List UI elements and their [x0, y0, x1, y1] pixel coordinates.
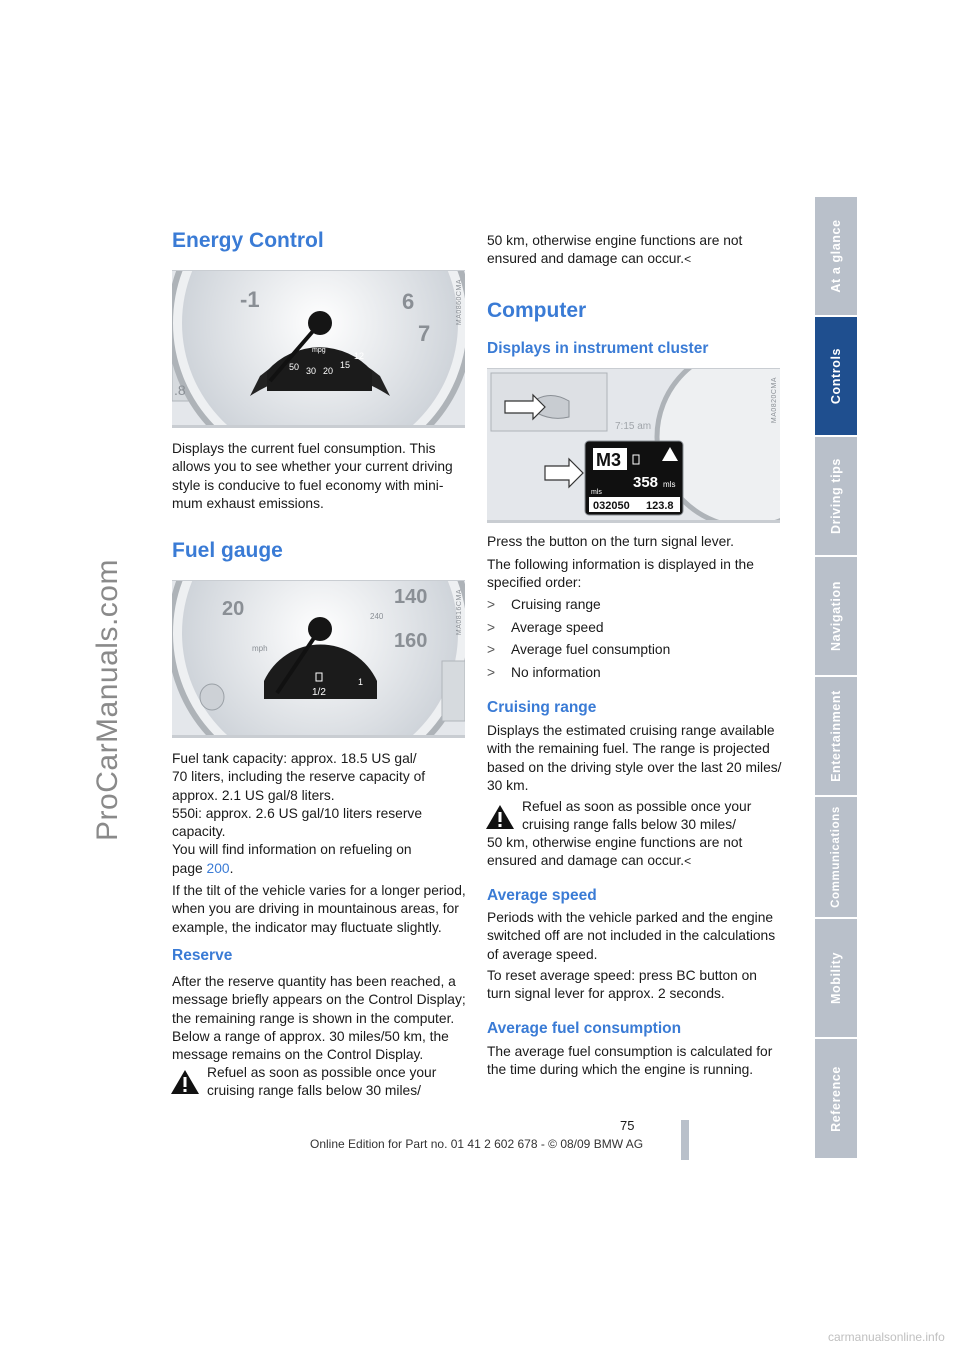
instrument-cluster-figure	[487, 368, 780, 523]
watermark: ProCarManuals.com	[91, 559, 124, 841]
fuel-gauge-body-2: If the tilt of the vehicle varies for a longer period, when you are driving in mountainous areas, for example, the indicator may fluctuate slightly.	[172, 883, 466, 935]
gauge-label: 20	[323, 366, 334, 376]
end-mark: <	[684, 252, 692, 267]
gauge-label: 140	[394, 586, 428, 608]
warning-icon	[170, 1069, 200, 1095]
page-number: 75	[620, 1118, 635, 1133]
unit-small: mls	[591, 489, 602, 496]
average-speed-reset: To reset average speed: press BC button on turn signal lever for approx. 2 seconds.	[487, 968, 757, 1002]
energy-control-title: Energy Control	[172, 229, 324, 252]
cruising-warning-tail: 50 km, otherwise engine functions are not ensured and damage can occur.<	[487, 835, 743, 869]
energy-control-body: Displays the current fuel consumption. This allows you to see whether your current driving style is conducive to fuel economy with mini- mum exhaust emissions.	[172, 441, 453, 511]
reserve-body: After the reserve quantity has been reached, a message briefly appears on the Control Display; the remaining range is shown in the computer. Below a range of approx. 30 miles/50 km, the message remains on the Control Display.	[172, 974, 466, 1063]
end-mark: <	[684, 854, 692, 869]
gauge-label: .8	[174, 382, 186, 398]
warning-icon	[485, 804, 515, 830]
gauge-label: 6	[402, 289, 415, 314]
tab-reference[interactable]: Reference	[815, 1039, 857, 1160]
cruising-range-body: Displays the estimated cruising range available with the remaining fuel. The range is projected based on the driving style over the last 20 miles/ 30 km.	[487, 723, 782, 793]
fuel-gauge-body: Fuel tank capacity: approx. 18.5 US gal/ 70 liters, including the reserve capacity of approx. 2.1 US gal/8 liters. 550i: approx. 2.6 US gal/10 liters reserve capacity. You will find information on refueling on page 200.	[172, 751, 426, 876]
fuel-gauge-figure	[172, 580, 465, 738]
brand-watermark: carmanualsonline.info	[828, 1330, 945, 1344]
gauge-label: 160	[394, 630, 428, 652]
figure-code: MA0820CMA	[771, 377, 778, 424]
footer-bar	[681, 1120, 689, 1160]
cruising-range-title: Cruising range	[487, 699, 597, 716]
gear-indicator: M3	[596, 450, 622, 470]
displays-subtitle: Displays in instrument cluster	[487, 340, 709, 357]
page-link[interactable]: 200	[206, 860, 230, 876]
gauge-label: 1	[358, 677, 364, 687]
gauge-label: -1	[240, 287, 260, 312]
tab-controls[interactable]: Controls	[815, 317, 857, 437]
gauge-label: 7	[418, 321, 431, 346]
average-fuel-title: Average fuel consumption	[487, 1020, 682, 1037]
average-speed-title: Average speed	[487, 887, 597, 904]
gauge-label: 240	[370, 612, 384, 621]
fuel-gauge-illustration	[172, 581, 465, 735]
gauge-label: 50	[289, 362, 300, 372]
gauge-label: 1/2	[312, 687, 326, 698]
footer-edition: Online Edition for Part no. 01 41 2 602 678 - © 08/09 BMW AG	[310, 1137, 644, 1151]
mpg-gauge-illustration	[172, 271, 465, 425]
computer-title: Computer	[487, 299, 587, 322]
reserve-warning: Refuel as soon as possible once your cruising range falls below 30 miles/	[207, 1065, 437, 1099]
fuel-gauge-title: Fuel gauge	[172, 539, 283, 562]
reserve-title: Reserve	[172, 947, 233, 964]
cruising-warning-head: Refuel as soon as possible once your cruising range falls below 30 miles/	[522, 799, 752, 833]
gauge-label: 20	[222, 598, 245, 620]
computer-order-text: The following information is displayed in the specified order:	[487, 557, 754, 591]
chapter-tabs	[815, 197, 857, 1160]
gauge-label: mph	[252, 644, 268, 653]
average-fuel-body: The average fuel consumption is calculated for the time during which the engine is running.	[487, 1044, 773, 1078]
energy-control-figure	[172, 270, 465, 428]
range-unit: mls	[663, 480, 676, 489]
trip-meter: 123.8	[646, 500, 674, 512]
computer-intro: Press the button on the turn signal lever.	[487, 534, 734, 549]
clock: 7:15 am	[615, 421, 652, 432]
gauge-label: 30	[306, 366, 317, 376]
tab-driving-tips[interactable]: Driving tips	[815, 437, 857, 557]
instrument-cluster-illustration	[487, 369, 780, 520]
tab-entertainment[interactable]: Entertainment	[815, 677, 857, 797]
gauge-label: 15	[340, 360, 351, 370]
tab-mobility[interactable]: Mobility	[815, 919, 857, 1039]
gauge-label: mpg	[312, 347, 326, 354]
continued-warning: 50 km, otherwise engine functions are not ensured and damage can occur.<	[487, 233, 743, 267]
average-speed-body: Periods with the vehicle parked and the engine switched off are not included in the calculations of average speed.	[487, 910, 776, 962]
range-value: 358	[633, 474, 659, 491]
gauge-label: 12	[354, 351, 365, 361]
figure-code: MA0860CMA	[456, 279, 463, 326]
tab-at-a-glance[interactable]: At a glance	[815, 197, 857, 317]
odometer: 032050	[593, 500, 630, 512]
tab-navigation[interactable]: Navigation	[815, 557, 857, 677]
tab-communications[interactable]: Communications	[815, 797, 857, 919]
figure-code: MA0816CMA	[456, 589, 463, 636]
